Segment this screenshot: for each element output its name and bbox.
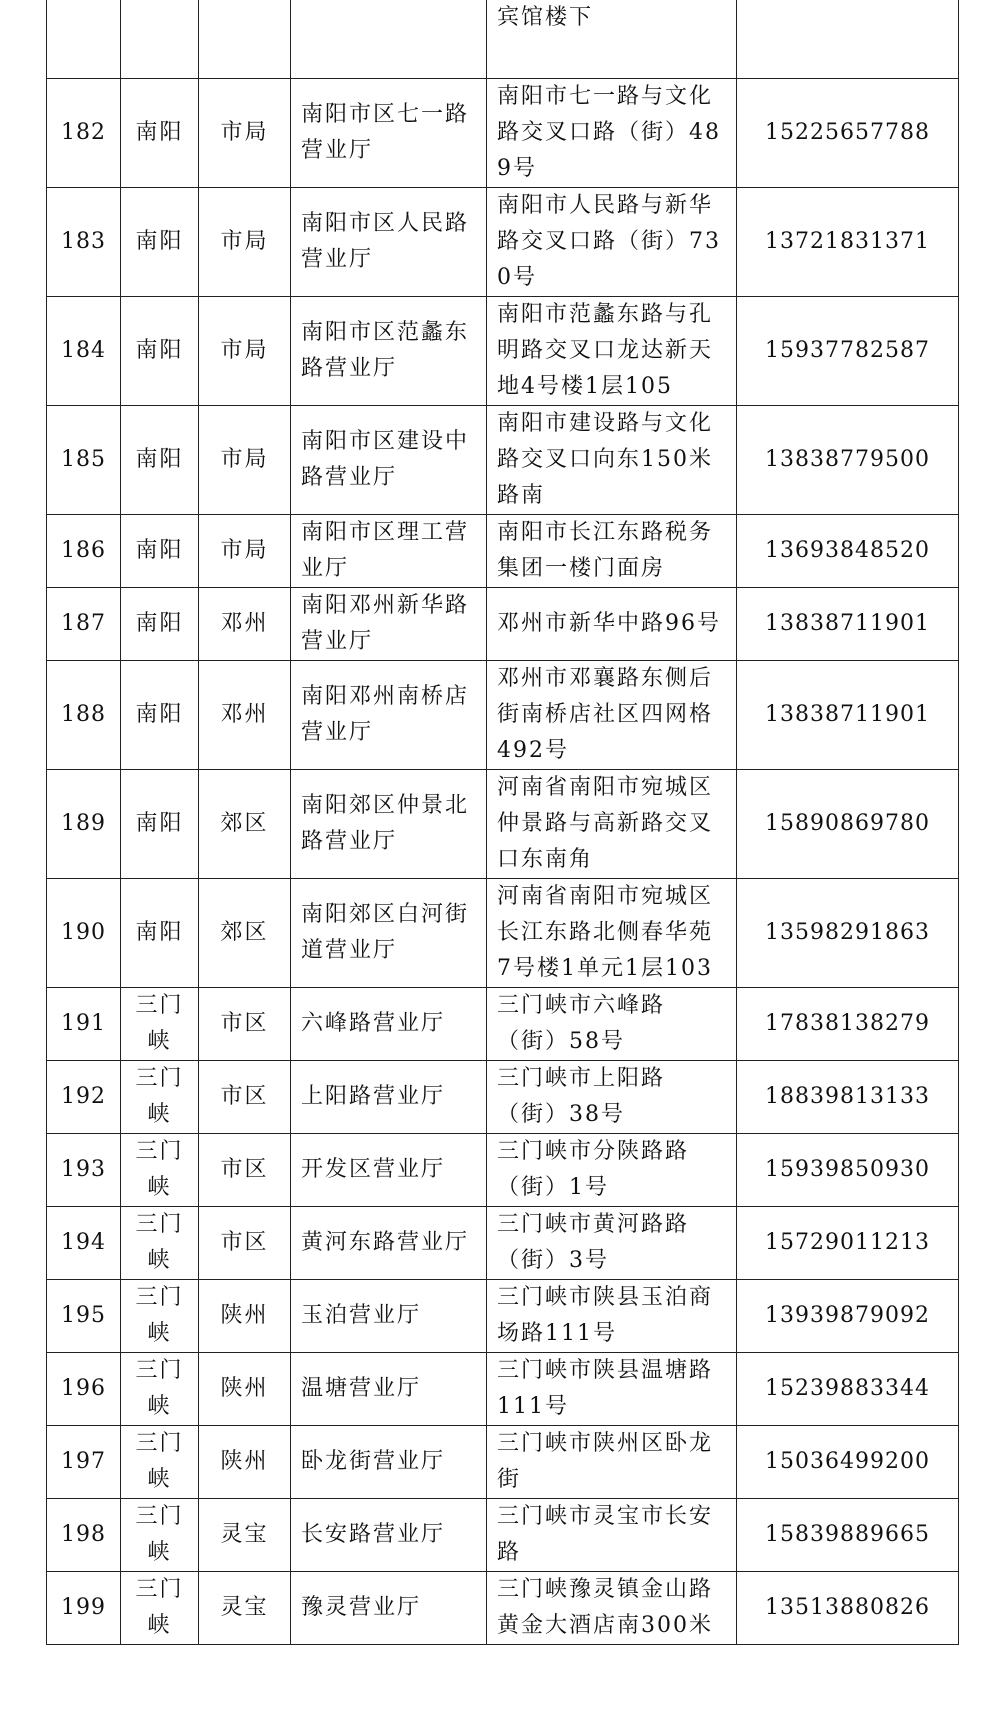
cell-no: 182: [47, 78, 121, 187]
cell-no: 184: [47, 296, 121, 405]
table-row: [47, 1060, 959, 1133]
cell-phone: 13838779500: [737, 405, 959, 514]
table-row: [47, 769, 959, 878]
cell-phone: 13693848520: [737, 514, 959, 587]
cell-area: [199, 0, 291, 78]
cell-no: 186: [47, 514, 121, 587]
cell-phone: [737, 0, 959, 78]
table-row: [47, 987, 959, 1060]
cell-phone: 13838711901: [737, 660, 959, 769]
cell-hall: 六峰路营业厅: [291, 987, 487, 1060]
table-row: [47, 878, 959, 987]
cell-city: 南阳: [121, 296, 199, 405]
cell-area: 陕州: [199, 1352, 291, 1425]
cell-address: 三门峡市陕州区卧龙街: [487, 1425, 737, 1498]
cell-no: 189: [47, 769, 121, 878]
cell-phone: 15937782587: [737, 296, 959, 405]
cell-city: [121, 0, 199, 78]
cell-address: 三门峡市陕县玉泊商场路111号: [487, 1279, 737, 1352]
cell-city: 南阳: [121, 878, 199, 987]
cell-address: 邓州市新华中路96号: [487, 587, 737, 660]
cell-no: 197: [47, 1425, 121, 1498]
cell-hall: 南阳市区七一路营业厅: [291, 78, 487, 187]
cell-phone: 13598291863: [737, 878, 959, 987]
cell-city: 三门峡: [121, 1498, 199, 1571]
table-row: [47, 187, 959, 296]
cell-area: 陕州: [199, 1279, 291, 1352]
cell-city: 南阳: [121, 660, 199, 769]
cell-no: 193: [47, 1133, 121, 1206]
cell-hall: 玉泊营业厅: [291, 1279, 487, 1352]
cell-city: 三门峡: [121, 1206, 199, 1279]
cell-city: 三门峡: [121, 1133, 199, 1206]
cell-hall: [291, 0, 487, 78]
cell-address: 南阳市范蠡东路与孔明路交叉口龙达新天地4号楼1层105: [487, 296, 737, 405]
cell-area: 市区: [199, 1060, 291, 1133]
table-row: [47, 660, 959, 769]
cell-phone: 13721831371: [737, 187, 959, 296]
cell-hall: 开发区营业厅: [291, 1133, 487, 1206]
service-hall-table: [46, 0, 959, 1645]
table-row: [47, 1133, 959, 1206]
cell-address: 三门峡市黄河路路（街）3号: [487, 1206, 737, 1279]
table-row: [47, 1571, 959, 1644]
cell-address: 南阳市七一路与文化路交叉口路（街）489号: [487, 78, 737, 187]
cell-city: 三门峡: [121, 1425, 199, 1498]
cell-no: 195: [47, 1279, 121, 1352]
cell-area: 市区: [199, 987, 291, 1060]
cell-area: 市局: [199, 187, 291, 296]
cell-address: 三门峡市六峰路（街）58号: [487, 987, 737, 1060]
cell-hall: 南阳市区范蠡东路营业厅: [291, 296, 487, 405]
cell-address: 三门峡市上阳路（街）38号: [487, 1060, 737, 1133]
table-row: [47, 1206, 959, 1279]
cell-address: 河南省南阳市宛城区仲景路与高新路交叉口东南角: [487, 769, 737, 878]
cell-hall: 卧龙街营业厅: [291, 1425, 487, 1498]
cell-no: 187: [47, 587, 121, 660]
cell-phone: 13513880826: [737, 1571, 959, 1644]
cell-address: 河南省南阳市宛城区长江东路北侧春华苑7号楼1单元1层103: [487, 878, 737, 987]
table-row: [47, 514, 959, 587]
cell-area: 市区: [199, 1206, 291, 1279]
cell-area: 市局: [199, 405, 291, 514]
cell-area: 市区: [199, 1133, 291, 1206]
cell-no: 188: [47, 660, 121, 769]
cell-phone: 17838138279: [737, 987, 959, 1060]
table-row: [47, 1425, 959, 1498]
cell-address: 邓州市邓襄路东侧后街南桥店社区四网格492号: [487, 660, 737, 769]
cell-area: 灵宝: [199, 1571, 291, 1644]
table-row: [47, 296, 959, 405]
cell-no: 199: [47, 1571, 121, 1644]
cell-address: 三门峡市灵宝市长安路: [487, 1498, 737, 1571]
cell-no: 194: [47, 1206, 121, 1279]
cell-phone: 15939850930: [737, 1133, 959, 1206]
cell-address: 南阳市人民路与新华路交叉口路（街）730号: [487, 187, 737, 296]
cell-area: 市局: [199, 514, 291, 587]
cell-address: 三门峡市分陕路路（街）1号: [487, 1133, 737, 1206]
table-row: [47, 587, 959, 660]
cell-no: 196: [47, 1352, 121, 1425]
table-row: [47, 405, 959, 514]
cell-address: 南阳市建设路与文化路交叉口向东150米路南: [487, 405, 737, 514]
cell-area: 灵宝: [199, 1498, 291, 1571]
cell-city: 南阳: [121, 587, 199, 660]
cell-hall: 南阳市区人民路营业厅: [291, 187, 487, 296]
cell-no: 190: [47, 878, 121, 987]
cell-area: 邓州: [199, 660, 291, 769]
cell-hall: 上阳路营业厅: [291, 1060, 487, 1133]
cell-area: 邓州: [199, 587, 291, 660]
cell-hall: 黄河东路营业厅: [291, 1206, 487, 1279]
cell-phone: 15729011213: [737, 1206, 959, 1279]
cell-area: 陕州: [199, 1425, 291, 1498]
cell-address: 宾馆楼下: [487, 0, 737, 78]
cell-no: 192: [47, 1060, 121, 1133]
cell-hall: 温塘营业厅: [291, 1352, 487, 1425]
cell-hall: 南阳邓州南桥店营业厅: [291, 660, 487, 769]
cell-hall: 南阳市区理工营业厅: [291, 514, 487, 587]
cell-city: 三门峡: [121, 1571, 199, 1644]
cell-city: 南阳: [121, 514, 199, 587]
cell-area: 郊区: [199, 769, 291, 878]
cell-hall: 南阳郊区仲景北路营业厅: [291, 769, 487, 878]
cell-city: 三门峡: [121, 1352, 199, 1425]
cell-area: 市局: [199, 296, 291, 405]
cell-city: 南阳: [121, 78, 199, 187]
table-row-continuation: [47, 0, 959, 78]
cell-hall: 南阳市区建设中路营业厅: [291, 405, 487, 514]
cell-city: 三门峡: [121, 987, 199, 1060]
cell-phone: 15890869780: [737, 769, 959, 878]
cell-address: 三门峡豫灵镇金山路黄金大酒店南300米: [487, 1571, 737, 1644]
cell-no: 185: [47, 405, 121, 514]
cell-phone: 13838711901: [737, 587, 959, 660]
cell-address: 南阳市长江东路税务集团一楼门面房: [487, 514, 737, 587]
cell-phone: 13939879092: [737, 1279, 959, 1352]
cell-city: 南阳: [121, 769, 199, 878]
cell-hall: 南阳郊区白河街道营业厅: [291, 878, 487, 987]
cell-phone: 18839813133: [737, 1060, 959, 1133]
table-row: [47, 1498, 959, 1571]
cell-area: 郊区: [199, 878, 291, 987]
cell-hall: 豫灵营业厅: [291, 1571, 487, 1644]
cell-area: 市局: [199, 78, 291, 187]
cell-no: [47, 0, 121, 78]
cell-city: 三门峡: [121, 1060, 199, 1133]
cell-no: 183: [47, 187, 121, 296]
table-row: [47, 1352, 959, 1425]
cell-phone: 15225657788: [737, 78, 959, 187]
cell-city: 南阳: [121, 405, 199, 514]
cell-no: 198: [47, 1498, 121, 1571]
cell-phone: 15839889665: [737, 1498, 959, 1571]
cell-city: 三门峡: [121, 1279, 199, 1352]
table-body: [47, 0, 959, 1644]
cell-hall: 南阳邓州新华路营业厅: [291, 587, 487, 660]
table-row: [47, 1279, 959, 1352]
cell-phone: 15239883344: [737, 1352, 959, 1425]
cell-city: 南阳: [121, 187, 199, 296]
cell-no: 191: [47, 987, 121, 1060]
cell-hall: 长安路营业厅: [291, 1498, 487, 1571]
table-row: [47, 78, 959, 187]
cell-phone: 15036499200: [737, 1425, 959, 1498]
cell-address: 三门峡市陕县温塘路111号: [487, 1352, 737, 1425]
